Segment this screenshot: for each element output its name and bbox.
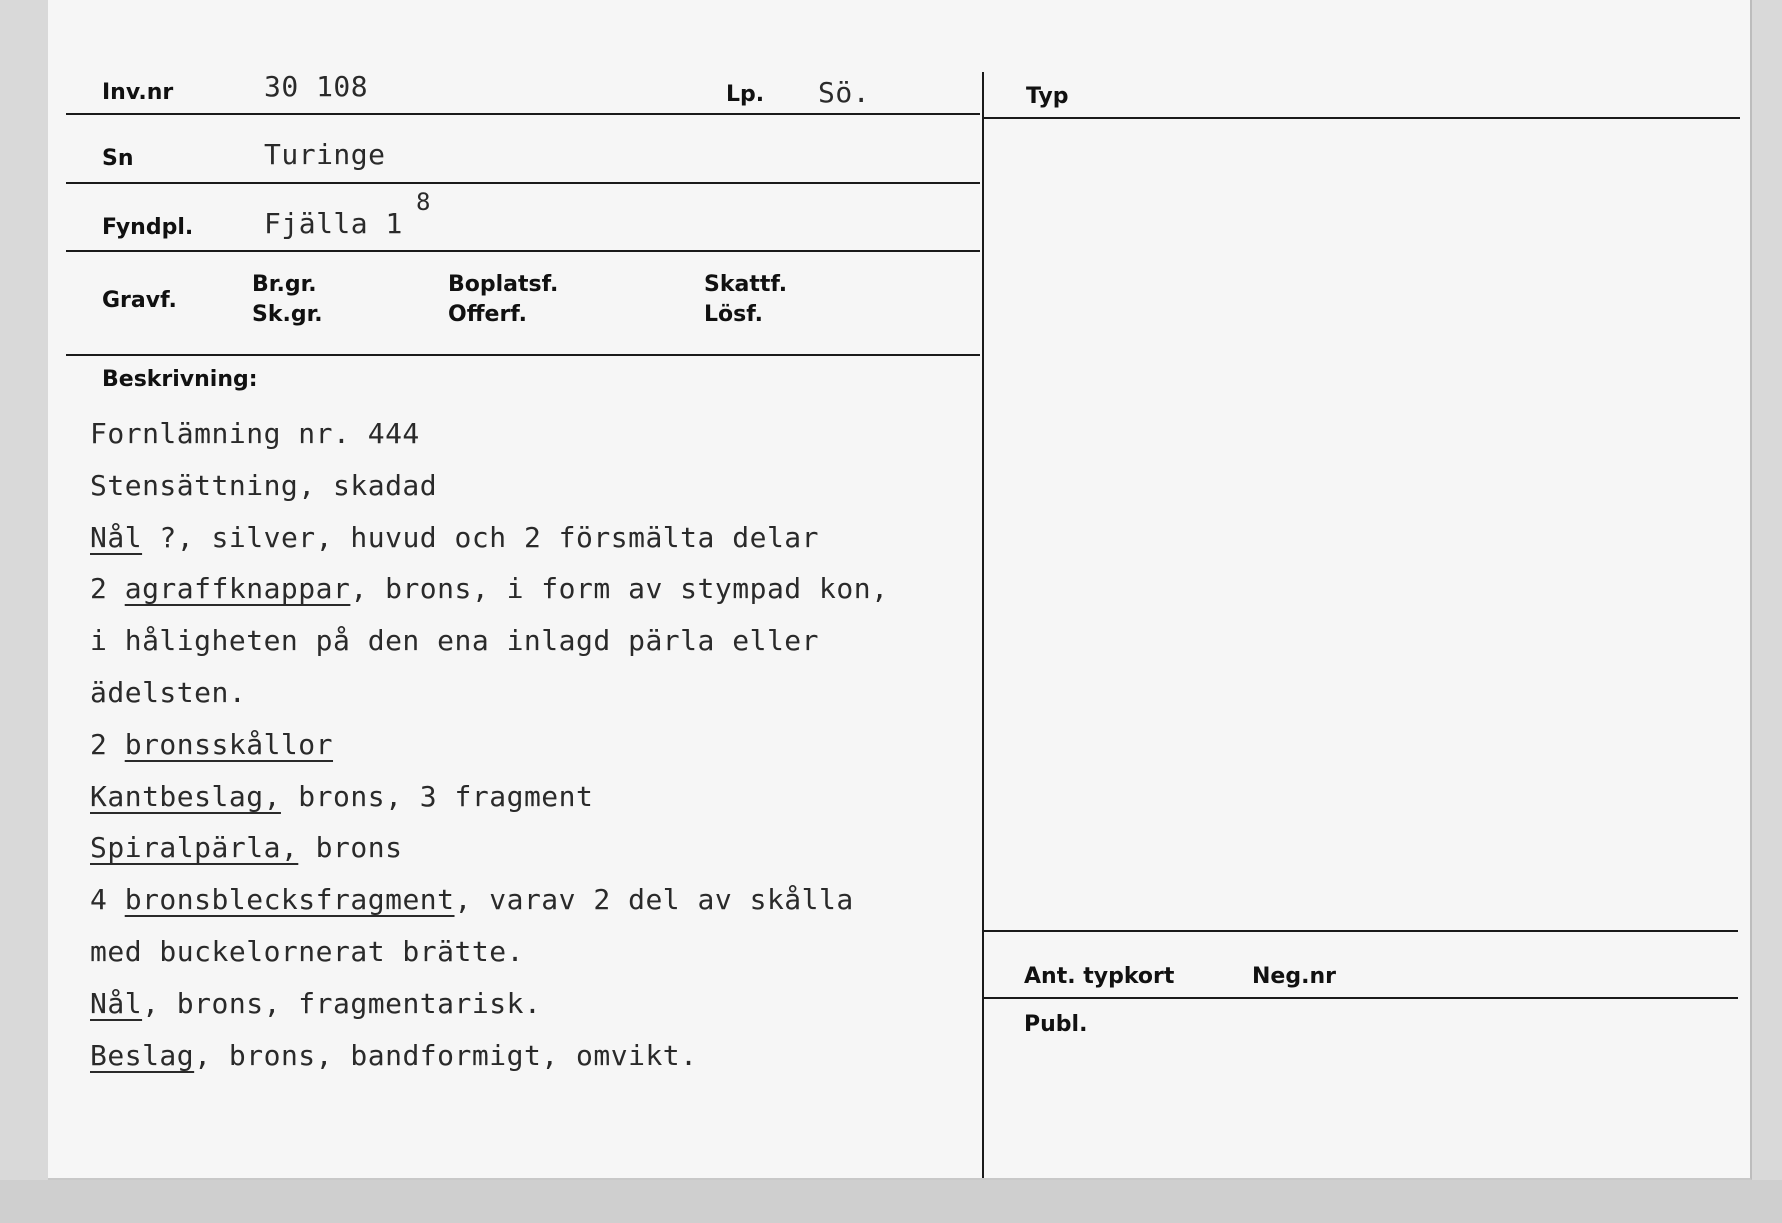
neg-nr-label: Neg.nr bbox=[1252, 964, 1336, 989]
term-nal: Nål bbox=[90, 520, 143, 554]
skattf-label: Skattf. bbox=[704, 272, 788, 297]
lp-label: Lp. bbox=[726, 82, 765, 107]
divider-sn bbox=[66, 182, 980, 184]
sn-value: Turinge bbox=[264, 138, 386, 171]
description-line-13: Beslag, brons, bandformigt, omvikt. bbox=[90, 1038, 698, 1072]
catalog-card bbox=[48, 0, 1752, 1180]
description-line-12: Nål, brons, fragmentarisk. bbox=[90, 986, 542, 1020]
losf-label: Lösf. bbox=[704, 302, 763, 327]
typ-label: Typ bbox=[1026, 84, 1069, 109]
divider-typ bbox=[984, 117, 1740, 119]
offerf-label: Offerf. bbox=[448, 302, 528, 327]
fyndpl-value: Fjälla 1 bbox=[264, 207, 403, 240]
term-spiralparla: Spiralpärla, bbox=[90, 831, 299, 865]
description-line-9: Spiralpärla, brons bbox=[90, 831, 403, 865]
divider-ant-top bbox=[984, 930, 1738, 932]
description-line-3: Nål ?, silver, huvud och 2 försmälta delar bbox=[90, 520, 820, 554]
term-beslag: Beslag bbox=[90, 1038, 195, 1072]
skgr-label: Sk.gr. bbox=[252, 302, 323, 327]
beskrivning-label: Beskrivning: bbox=[102, 367, 258, 392]
description-line-6: ädelsten. bbox=[90, 675, 247, 709]
term-agraffknappar: agraffknappar bbox=[124, 572, 351, 606]
boplatsf-label: Boplatsf. bbox=[448, 272, 559, 297]
description-line-11: med buckelornerat brätte. bbox=[90, 934, 524, 968]
scan-background bbox=[0, 1180, 1782, 1223]
description-line-5: i håligheten på den ena inlagd pärla eller bbox=[90, 624, 820, 658]
term-nal-2: Nål bbox=[90, 986, 143, 1020]
divider-gravf bbox=[66, 354, 980, 356]
divider-fyndpl bbox=[66, 250, 980, 252]
divider-inv bbox=[66, 113, 980, 115]
description-line-10: 4 bronsblecksfragment, varav 2 del av skålla bbox=[90, 883, 854, 917]
description-line-2: Stensättning, skadad bbox=[90, 468, 438, 502]
ant-typkort-label: Ant. typkort bbox=[1024, 964, 1175, 989]
fyndpl-label: Fyndpl. bbox=[102, 215, 194, 240]
description-line-8: Kantbeslag, brons, 3 fragment bbox=[90, 779, 594, 813]
publ-label: Publ. bbox=[1024, 1012, 1088, 1037]
sn-label: Sn bbox=[102, 146, 134, 171]
inv-nr-label: Inv.nr bbox=[102, 80, 174, 105]
description-line-7: 2 bronsskållor bbox=[90, 727, 334, 761]
inv-nr-value: 30 108 bbox=[264, 70, 369, 103]
brgr-label: Br.gr. bbox=[252, 272, 317, 297]
term-bronsskallor: bronsskållor bbox=[124, 727, 334, 761]
description-line-4: 2 agraffknappar, brons, i form av stympad kon, bbox=[90, 572, 889, 606]
divider-ant-bottom bbox=[984, 997, 1738, 999]
description-block bbox=[90, 408, 888, 1081]
column-divider bbox=[982, 72, 984, 1178]
gravf-label: Gravf. bbox=[102, 288, 177, 313]
fyndpl-superscript: 8 bbox=[416, 188, 431, 216]
term-kantbeslag: Kantbeslag, bbox=[90, 779, 281, 813]
description-line-1: Fornlämning nr. 444 bbox=[90, 417, 420, 450]
term-bronsblecksfragment: bronsblecksfragment bbox=[124, 883, 455, 917]
lp-value: Sö. bbox=[818, 76, 871, 109]
